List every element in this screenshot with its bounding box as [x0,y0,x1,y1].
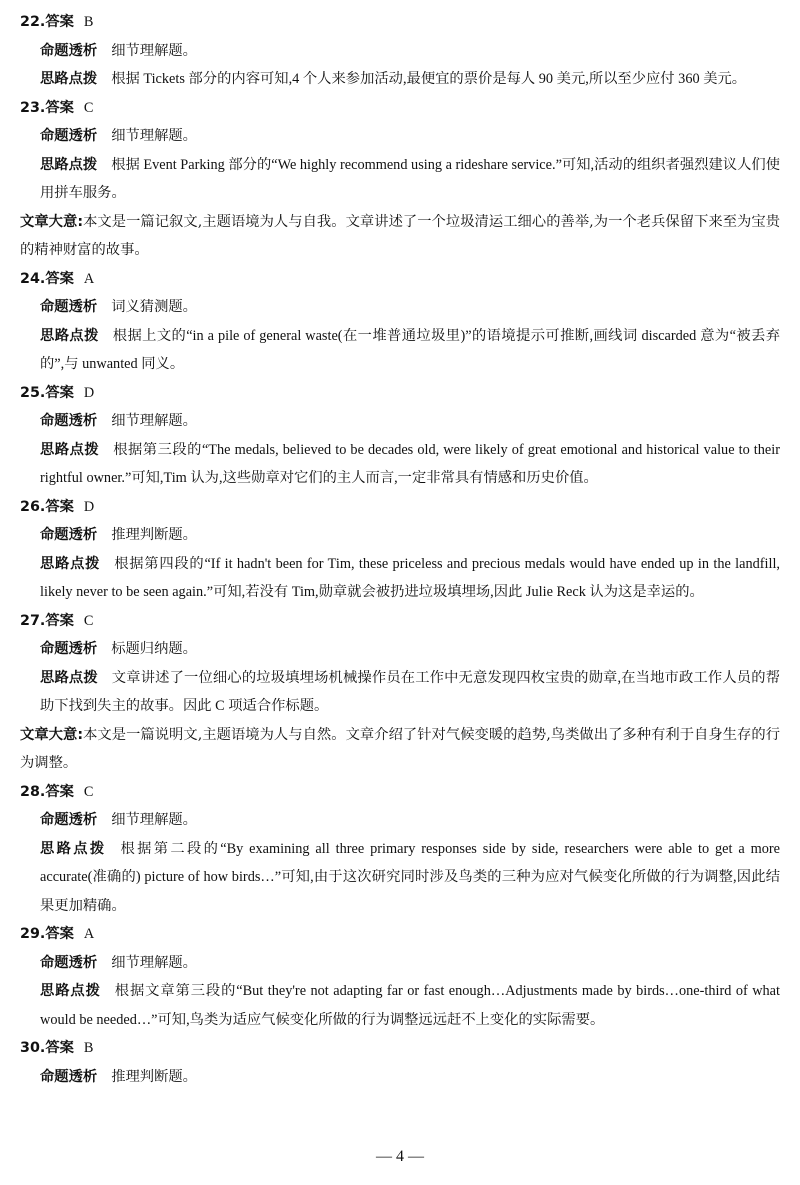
hint-text: 根据 Tickets 部分的内容可知,4 个人来参加活动,最便宜的票价是每人 90 美元,所以至少应付 360 美元。 [111,71,747,87]
analysis-line [20,521,780,550]
answer-line [20,1034,780,1063]
question-number: 22. [20,14,46,30]
analysis-label: 命题透析 [40,527,98,543]
answer-item [20,379,780,493]
answer-letter: A [83,270,95,287]
question-number: 29. [20,926,46,942]
question-type: 推理判断题。 [111,527,197,543]
hint-text: 根据 Event Parking 部分的“We highly recommend using a rideshare service.”可知,活动的组织者强烈建议人们使用拼车服务。 [40,156,780,201]
answer-letter: D [83,498,95,515]
hint-label: 思路点拨 [40,156,98,173]
hint-paragraph [20,664,780,721]
summary-label: 文章大意: [20,213,84,230]
question-number: 30. [20,1040,46,1056]
answer-item [20,920,780,1034]
question-type: 词义猜测题。 [111,299,197,315]
analysis-label: 命题透析 [40,641,98,657]
answer-letter: C [83,783,94,800]
answer-letter: D [83,384,95,401]
question-type: 细节理解题。 [111,812,197,828]
question-number: 26. [20,498,46,515]
answer-line [20,920,780,949]
analysis-label: 命题透析 [40,812,98,828]
analysis-line [20,407,780,436]
hint-label: 思路点拨 [40,669,98,686]
answer-label: 答案 [45,612,74,629]
hint-text: 根据上文的“in a pile of general waste(在一堆普通垃圾里)”的语境提示可推断,画线词 discarded 意为“被丢弃的”,与 unwanted 同义。 [40,327,780,372]
answer-label: 答案 [45,270,74,287]
question-number: 23. [20,99,46,116]
article-summary [20,208,780,265]
answer-item [20,607,780,721]
answer-label: 答案 [45,384,74,401]
analysis-line [20,806,780,835]
analysis-line [20,949,780,978]
summary-text: 本文是一篇记叙文,主题语境为人与自我。文章讲述了一个垃圾清运工细心的善举,为一个老兵保留下来至为宝贵的精神财富的故事。 [20,213,781,258]
answer-letter: C [83,99,94,116]
hint-text: 根据文章第三段的“But they're not adapting far or fast enough…Adjustments made by birds…one-third of what would be needed…”可知,鸟类为适应气候变化所做的行为调整远远赶不上变化的实际需要。 [40,983,781,1028]
hint-paragraph [20,835,780,921]
hint-paragraph [20,322,780,379]
hint-text: 根据第三段的“The medals, believed to be decades old, were likely of great emotional and historical value to their rightful owner.”可知,Tim 认为,这些勋章对它们的主人而言,一定非常具有情感和历史价值。 [40,441,781,486]
hint-label: 思路点拨 [40,983,101,999]
answer-letter: A [83,926,95,942]
hint-label: 思路点拨 [40,441,100,458]
question-type: 细节理解题。 [111,954,197,971]
analysis-line [20,122,780,151]
hint-label: 思路点拨 [40,71,98,87]
hint-paragraph [20,550,780,607]
analysis-label: 命题透析 [40,1068,98,1085]
analysis-label: 命题透析 [40,128,98,144]
analysis-line [20,293,780,322]
question-type: 细节理解题。 [111,128,197,144]
question-number: 25. [20,384,46,401]
answer-list [20,8,780,1091]
answer-letter: B [83,14,94,30]
hint-label: 思路点拨 [40,555,101,572]
hint-label: 思路点拨 [40,327,99,344]
question-type: 标题归纳题。 [111,641,197,657]
summary-label: 文章大意: [20,726,84,743]
answer-line [20,265,780,294]
answer-label: 答案 [45,498,74,515]
answer-line [20,607,780,636]
answer-line [20,778,780,807]
answer-letter: C [83,612,94,629]
analysis-label: 命题透析 [40,413,98,429]
answer-item [20,94,780,208]
question-type: 细节理解题。 [111,42,197,59]
analysis-label: 命题透析 [40,299,98,315]
summary-paragraph [20,208,780,265]
answer-label: 答案 [45,14,74,30]
hint-text: 根据第四段的“If it hadn't been for Tim, these priceless and precious medals would have ended up in the landfill, likely never to be seen again.”可知,若没有 Tim,勋章就会被扔进垃圾填埋场,因此 Julie Reck 认为这是幸运的。 [40,555,780,600]
answer-label: 答案 [45,1040,74,1056]
answer-line [20,493,780,522]
answer-item [20,8,780,94]
analysis-line [20,1063,780,1092]
hint-text: 根据第二段的“By examining all three primary responses side by side, researchers were able to get a more accurate(准确的) picture of how birds…”可知,由于这次研究同时涉及鸟类的三种为应对气候变化所做的行为调整,因此结果更加精确。 [40,840,780,914]
analysis-line [20,37,780,66]
summary-text: 本文是一篇说明文,主题语境为人与自然。文章介绍了针对气候变暖的趋势,鸟类做出了多种有利于自身生存的行为调整。 [20,726,781,771]
summary-paragraph [20,721,780,778]
analysis-label: 命题透析 [40,42,98,59]
answer-line [20,94,780,123]
answer-label: 答案 [45,783,74,800]
hint-paragraph [20,65,780,94]
page-number: — 4 — [376,1148,424,1165]
hint-paragraph [20,151,780,208]
article-summary [20,721,780,778]
answer-line [20,8,780,37]
answer-line [20,379,780,408]
analysis-label: 命题透析 [40,954,98,971]
question-type: 细节理解题。 [111,413,197,429]
answer-item [20,778,780,921]
answer-label: 答案 [45,926,74,942]
question-number: 24. [20,270,46,287]
hint-paragraph [20,977,780,1034]
answer-item [20,265,780,379]
answer-item [20,493,780,607]
answer-item [20,1034,780,1091]
question-number: 28. [20,783,46,800]
hint-label: 思路点拨 [40,840,107,857]
hint-paragraph [20,436,780,493]
analysis-line [20,635,780,664]
answer-letter: B [83,1040,94,1056]
question-type: 推理判断题。 [111,1068,197,1085]
hint-text: 文章讲述了一位细心的垃圾填埋场机械操作员在工作中无意发现四枚宝贵的勋章,在当地市政工作人员的帮助下找到失主的故事。因此 C 项适合作标题。 [40,669,780,714]
answer-label: 答案 [45,99,74,116]
question-number: 27. [20,612,46,629]
